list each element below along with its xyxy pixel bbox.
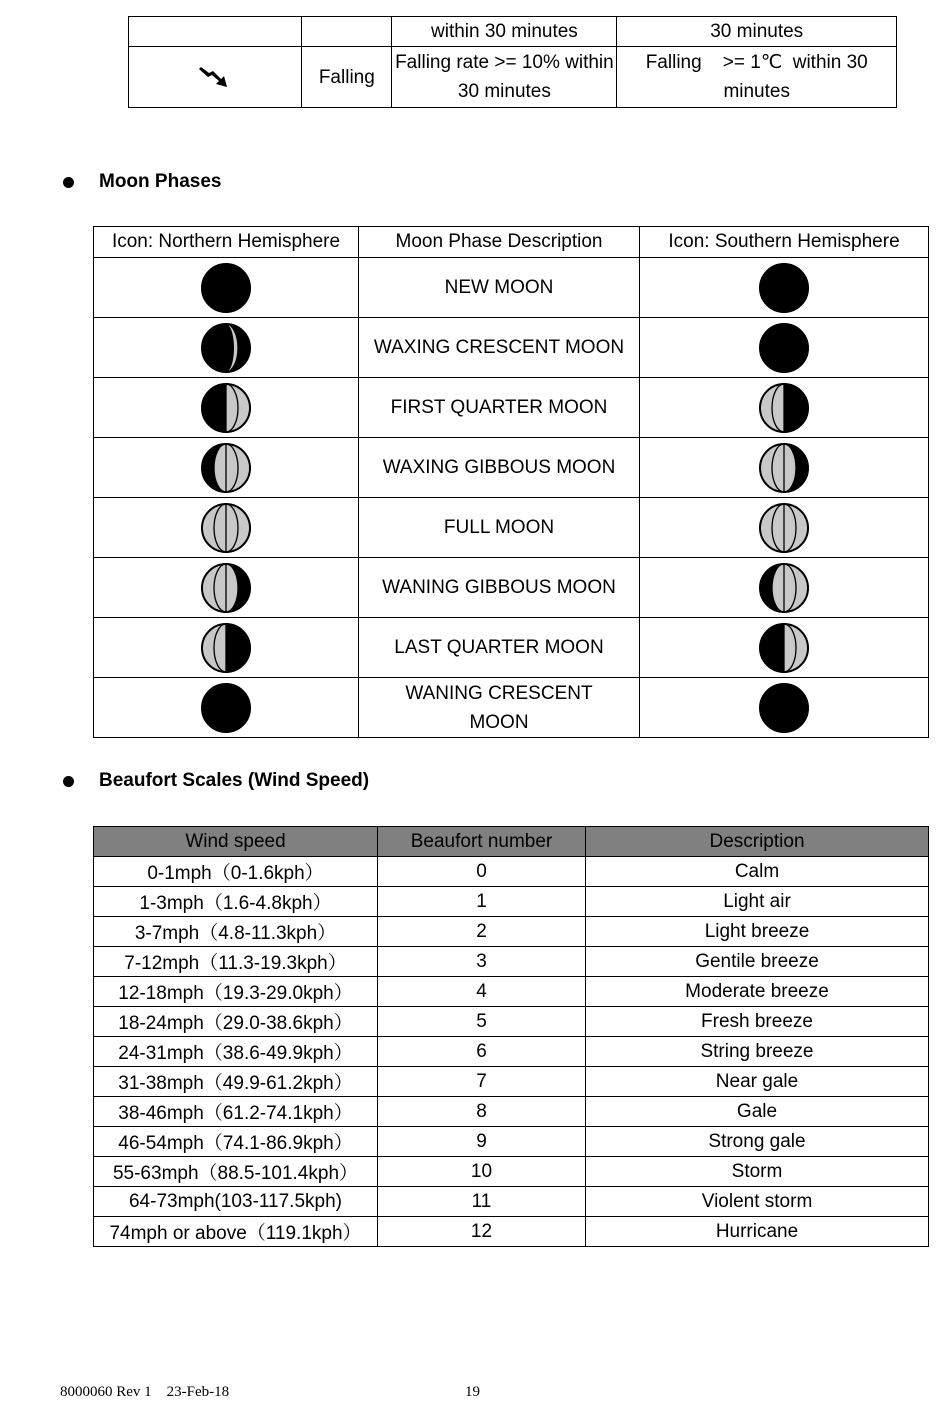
table-row xyxy=(94,1037,929,1067)
trend-col4-cell: Falling >= 1℃ within 30 minutes xyxy=(617,47,897,108)
first-quarter-south-icon xyxy=(758,382,810,434)
table-row xyxy=(94,1157,929,1187)
south-icon-cell xyxy=(640,258,929,318)
page-number: 19 xyxy=(465,1384,480,1400)
table-row xyxy=(94,1217,929,1247)
waning-crescent-icon xyxy=(200,682,252,734)
bullet-icon xyxy=(63,177,74,188)
waning-crescent-south-icon xyxy=(758,682,810,734)
new-moon-icon xyxy=(200,262,252,314)
north-icon-cell xyxy=(94,618,359,678)
falling-arrow-icon xyxy=(197,63,233,91)
wind-description-cell: Near gale xyxy=(586,1067,929,1097)
beaufort-number-cell: 0 xyxy=(378,857,586,887)
column-header: Wind speed xyxy=(94,827,378,857)
north-icon-cell xyxy=(94,378,359,438)
waxing-gibbous-south-icon xyxy=(758,442,810,494)
moon-phase-description: WANING CRESCENT MOON xyxy=(359,678,640,738)
table-row xyxy=(94,917,929,947)
table-row xyxy=(94,498,929,558)
wind-speed-cell: 1-3mph（1.6-4.8kph） xyxy=(94,887,378,917)
south-icon-cell xyxy=(640,498,929,558)
wind-description-cell: Moderate breeze xyxy=(586,977,929,1007)
wind-speed-cell: 3-7mph（4.8-11.3kph） xyxy=(94,917,378,947)
column-header: Icon: Northern Hemisphere xyxy=(94,227,359,258)
north-icon-cell xyxy=(94,438,359,498)
south-icon-cell xyxy=(640,438,929,498)
south-icon-cell xyxy=(640,558,929,618)
wind-description-cell: Storm xyxy=(586,1157,929,1187)
trend-table xyxy=(128,16,897,108)
wind-speed-cell: 31-38mph（49.9-61.2kph） xyxy=(94,1067,378,1097)
table-row xyxy=(94,947,929,977)
wind-speed-cell: 55-63mph（88.5-101.4kph） xyxy=(94,1157,378,1187)
table-row xyxy=(129,47,897,108)
table-row xyxy=(94,1097,929,1127)
table-row xyxy=(94,1067,929,1097)
wind-speed-cell: 46-54mph（74.1-86.9kph） xyxy=(94,1127,378,1157)
table-row xyxy=(94,1007,929,1037)
wind-speed-cell: 24-31mph（38.6-49.9kph） xyxy=(94,1037,378,1067)
table-header-row xyxy=(94,827,929,857)
beaufort-number-cell: 4 xyxy=(378,977,586,1007)
waxing-crescent-south-icon xyxy=(758,322,810,374)
full-moon-icon xyxy=(200,502,252,554)
beaufort-number-cell: 7 xyxy=(378,1067,586,1097)
column-header: Beaufort number xyxy=(378,827,586,857)
beaufort-number-cell: 8 xyxy=(378,1097,586,1127)
north-icon-cell xyxy=(94,678,359,738)
moon-phase-description: WAXING CRESCENT MOON xyxy=(359,318,640,378)
beaufort-number-cell: 5 xyxy=(378,1007,586,1037)
south-icon-cell xyxy=(640,618,929,678)
waning-gibbous-icon xyxy=(200,562,252,614)
wind-description-cell: Gentile breeze xyxy=(586,947,929,977)
last-quarter-icon xyxy=(200,622,252,674)
wind-speed-cell: 38-46mph（61.2-74.1kph） xyxy=(94,1097,378,1127)
table-row xyxy=(94,977,929,1007)
wind-description-cell: Light breeze xyxy=(586,917,929,947)
south-icon-cell xyxy=(640,378,929,438)
table-row xyxy=(94,678,929,738)
beaufort-number-cell: 10 xyxy=(378,1157,586,1187)
wind-description-cell: Hurricane xyxy=(586,1217,929,1247)
beaufort-table xyxy=(93,826,929,1247)
table-row xyxy=(94,558,929,618)
north-icon-cell xyxy=(94,318,359,378)
first-quarter-icon xyxy=(200,382,252,434)
last-quarter-south-icon xyxy=(758,622,810,674)
beaufort-number-cell: 9 xyxy=(378,1127,586,1157)
table-header-row xyxy=(94,227,929,258)
trend-icon-cell xyxy=(129,17,302,47)
column-header: Moon Phase Description xyxy=(359,227,640,258)
trend-col3-cell: Falling rate >= 10% within 30 minutes xyxy=(392,47,617,108)
moon-phase-description: LAST QUARTER MOON xyxy=(359,618,640,678)
table-row xyxy=(94,378,929,438)
column-header: Description xyxy=(586,827,929,857)
beaufort-number-cell: 1 xyxy=(378,887,586,917)
table-row xyxy=(94,857,929,887)
trend-label-cell: Falling xyxy=(302,47,392,108)
waning-gibbous-south-icon xyxy=(758,562,810,614)
table-row xyxy=(94,258,929,318)
south-icon-cell xyxy=(640,318,929,378)
moon-phases-heading: Moon Phases xyxy=(99,171,222,192)
wind-description-cell: Gale xyxy=(586,1097,929,1127)
waxing-gibbous-icon xyxy=(200,442,252,494)
wind-speed-cell: 12-18mph（19.3-29.0kph） xyxy=(94,977,378,1007)
beaufort-number-cell: 3 xyxy=(378,947,586,977)
wind-speed-cell: 7-12mph（11.3-19.3kph） xyxy=(94,947,378,977)
table-row xyxy=(94,1187,929,1217)
beaufort-number-cell: 6 xyxy=(378,1037,586,1067)
trend-col3-cell: within 30 minutes xyxy=(392,17,617,47)
wind-description-cell: Strong gale xyxy=(586,1127,929,1157)
trend-icon-cell xyxy=(129,47,302,108)
waxing-crescent-icon xyxy=(200,322,252,374)
moon-phase-description: FIRST QUARTER MOON xyxy=(359,378,640,438)
table-row xyxy=(94,618,929,678)
table-row xyxy=(129,17,897,47)
wind-speed-cell: 0-1mph（0-1.6kph） xyxy=(94,857,378,887)
full-moon-icon xyxy=(758,502,810,554)
moon-phase-description: NEW MOON xyxy=(359,258,640,318)
north-icon-cell xyxy=(94,258,359,318)
wind-description-cell: String breeze xyxy=(586,1037,929,1067)
wind-speed-cell: 64-73mph(103-117.5kph) xyxy=(94,1187,378,1217)
table-row xyxy=(94,318,929,378)
moon-phase-description: WANING GIBBOUS MOON xyxy=(359,558,640,618)
table-row xyxy=(94,1127,929,1157)
moon-phase-description: FULL MOON xyxy=(359,498,640,558)
new-moon-icon xyxy=(758,262,810,314)
wind-description-cell: Light air xyxy=(586,887,929,917)
beaufort-heading: Beaufort Scales (Wind Speed) xyxy=(99,770,370,791)
footer-document-id: 8000060 Rev 1 23-Feb-18 xyxy=(60,1384,230,1400)
wind-speed-cell: 74mph or above（119.1kph） xyxy=(94,1217,378,1247)
wind-description-cell: Calm xyxy=(586,857,929,887)
wind-description-cell: Fresh breeze xyxy=(586,1007,929,1037)
moon-phase-description: WAXING GIBBOUS MOON xyxy=(359,438,640,498)
beaufort-number-cell: 12 xyxy=(378,1217,586,1247)
trend-col4-cell: 30 minutes xyxy=(617,17,897,47)
bullet-icon xyxy=(63,776,74,787)
beaufort-number-cell: 11 xyxy=(378,1187,586,1217)
wind-description-cell: Violent storm xyxy=(586,1187,929,1217)
beaufort-number-cell: 2 xyxy=(378,917,586,947)
moon-phases-table xyxy=(93,226,929,738)
wind-speed-cell: 18-24mph（29.0-38.6kph） xyxy=(94,1007,378,1037)
north-icon-cell xyxy=(94,498,359,558)
table-row xyxy=(94,887,929,917)
table-row xyxy=(94,438,929,498)
column-header: Icon: Southern Hemisphere xyxy=(640,227,929,258)
trend-label-cell xyxy=(302,17,392,47)
south-icon-cell xyxy=(640,678,929,738)
north-icon-cell xyxy=(94,558,359,618)
